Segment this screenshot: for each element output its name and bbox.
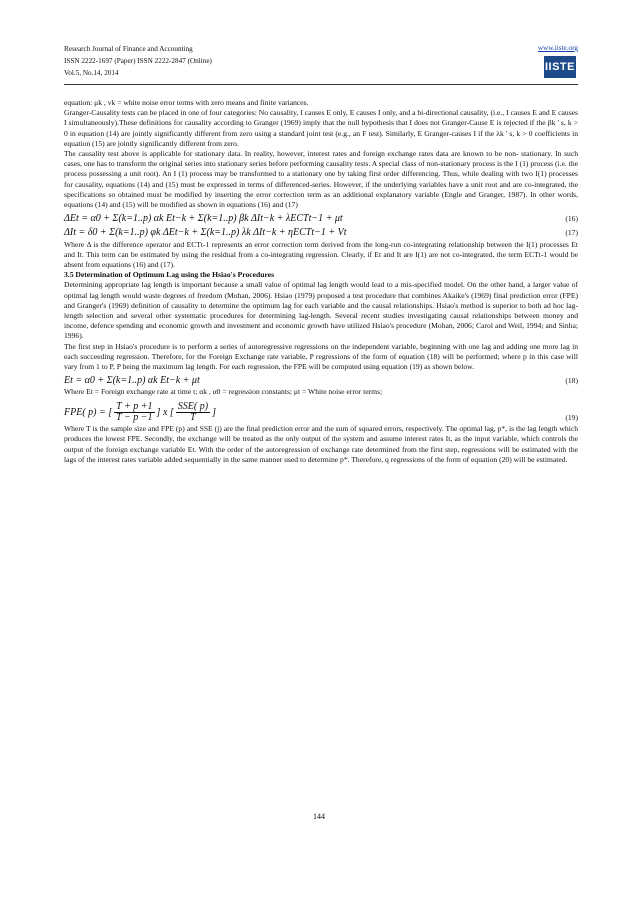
paragraph-fpe-explanation: Where T is the sample size and FPE (p) and SSE (j) are the final prediction error and the sum of squared errors, respectively. The optimal lag, p*, is the lag length which produces the lowest FPE. Secondly, the exchange will be treated as the only output of the system and assume interest rates It, as the input variable, which controls the output of the foreign exchange variable Et. With the order of the autoregression of exchange rate determined from the first step, regressions will be estimated with the lags of the interest rates variable added sequentially in the same manner used to determine p*. Therefore, q regressions of the form of equation (20) will be estimated. [64,424,578,464]
section-heading: 3.5 Determination of Optimum Lag using the Hsiao's Procedures [64,270,275,280]
page-number: 144 [313,812,325,821]
equation-17 [64,228,578,238]
equation-19-fraction-1 [114,402,154,423]
issn-line: ISSN 2222-1697 (Paper) ISSN 2222-2847 (Online) [64,57,212,65]
paragraph-noise-def: equation: μk , vk = white noise error terms with zero means and finite variances. [64,98,309,107]
fraction-1-numerator: T + p +1 [116,400,153,412]
header-divider [64,84,578,85]
equation-17-number: (17) [565,228,578,238]
equation-18-number: (18) [565,376,578,386]
equation-19-times: x [162,406,168,418]
fraction-1-denominator: T − p −1 [116,411,153,423]
equation-16-number: (16) [565,214,578,224]
journal-name: Research Journal of Finance and Accounting [64,45,193,53]
paragraph-hsiao-step1: The first step in Hsiao's procedure is to perform a series of autoregressive regressions on the independent variable, beginning with one lag and adding one more lag in each succeeding regression. Therefore, for the Foreign Exchange rate variable, P regressions of the form of equation (18) will be performed; where p in this case will vary from 1 to P, P being the maximum lag length. For each regression, the FPE will be computed using equation (19) as shown below. [64,341,578,372]
equation-19-body: FPE( p) = [ $\frac{T + p +1}{T - p -1}$ ] x [ $\frac{\text{SSE( p)}}{T}$ ] [64,400,216,423]
paragraph-variable-defs: Where Et = Foreign exchange rate at time t; αk , α0 = regression constants; μt = White noise error terms; [64,387,383,397]
fraction-2-denominator: T [190,411,196,423]
equation-19 [64,402,578,423]
article-body [64,98,578,465]
iiste-logo: IISTE [544,56,576,78]
volume-line: Vol.5, No.14, 2014 [64,69,119,77]
paragraph-ect: Where Δ is the difference operator and ECTt-1 represents an error correction term derived from the long-run co-integrating relationship between the I(1) processes Et and It. This term can be estimated by using the residual from a co-integrating regression. Clearly, if Et and It are I(1) are not co-integrated, the term ECTt-1 would be absent from equations (16) and (17). [64,239,578,270]
journal-url-link[interactable]: www.iiste.org [537,44,578,52]
equation-16 [64,214,578,224]
equation-16-body: ΔEt = α0 + Σ(k=1..p) αk Et−k + Σ(k=1..p) βk ΔIt−k + λECTt−1 + μt [64,213,343,225]
paragraph-lag-length: Determining appropriate lag length is important because a small value of optimal lag length would lead to a mis-specified model. On the other hand, a larger value of optimal lag length would waste degrees of freedom (Mohan, 2006). Hsiao (1979) proposed a test procedure that combines Akaike's (1969) final prediction error (FPE) and Granger's (1969) definition of causality to determine the optimum lag for each variable and the causal relationships. Hsiao's method is superior to both ad hoc lag-length selection and several other systematic procedures for determining lag-length. Several recent studies investigating causal relationships between money and income, defence spending and economic growth and investment and economic growth have utilized Hsiao's procedure (Mohan, 2006; Carol and Weil, 1994; and Sinha; 1996). [64,280,578,341]
paragraph-granger: Granger-Causality tests can be placed in one of four categories: No causality, I causes E only, E causes I only, and a bi-directional causality, (i.e., I causes E and E causes I simultaneously).These definitions for causality according to Granger (1969) imply that the null hypothesis that I does not Granger-Cause E is rejected if the βk ' s, k > 0 in equation (14) are jointly significantly different from zero using a standard joint test (e.g., an F test). Similarly, E Granger-causes I if the λk ' s, k > 0 coefficients in equation (15) are jointly significantly different from zero. [64,108,578,148]
equation-19-lhs: FPE( p) = [64,406,106,418]
equation-19-number: (19) [565,412,578,422]
equation-17-body: ΔIt = δ0 + Σ(k=1..p) φk ΔEt−k + Σ(k=1..p) λk ΔIt−k + ηECTt−1 + Vt [64,227,347,239]
paragraph-stationarity: The causality test above is applicable for stationary data. In reality, however, interest rates and foreign exchange rates data are known to be non- stationary. In such cases, one has to transform the original series into stationary series before performing causality tests. A special class of non-stationary process is the I (1) process (i.e. the process possessing a unit root). An I (1) process may be transformed to a stationary one by taking first order differencing. Thus, while dealing with two I(1) processes for causality, equations (14) and (15) must be expressed in terms of differenced-series. However, if the underlying variables have a unit root and are co-integrated, the specifications so obtained must be modified by inserting the error correction term as an additional explanatory variable (Engle and Granger, 1987). In other words, equations (14) and (15) will be modified as shown in equations (16) and (17) [64,149,578,210]
fraction-2-numerator: SSE( p) [177,400,209,412]
equation-18 [64,376,578,386]
equation-19-fraction-2 [176,402,210,423]
equation-18-body: Et = α0 + Σ(k=1..p) αk Et−k + μt [64,375,200,387]
